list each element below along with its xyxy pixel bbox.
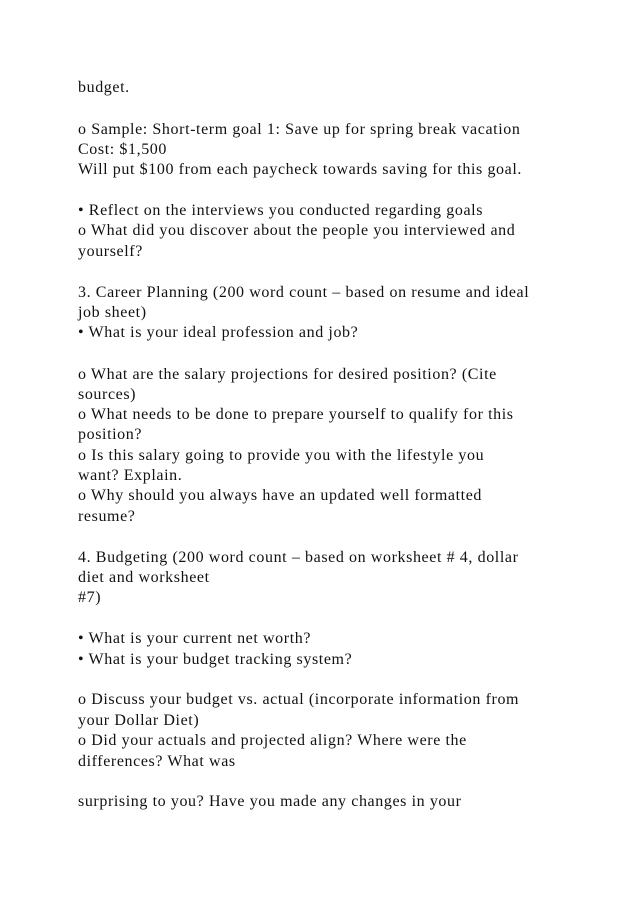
text-line: surprising to you? Have you made any changes in your	[78, 793, 462, 810]
text-line: • What is your budget tracking system?	[78, 651, 353, 668]
text-line: 4. Budgeting (200 word count – based on worksheet # 4, dollar	[78, 549, 519, 566]
text-line: • Reflect on the interviews you conducted regarding goals	[78, 202, 484, 219]
text-line: o Why should you always have an updated well formatted	[78, 487, 483, 504]
text-line: position?	[78, 426, 143, 443]
text-line: o What are the salary projections for desired position? (Cite	[78, 366, 497, 383]
text-line: o Sample: Short-term goal 1: Save up for spring break vacation	[78, 121, 521, 138]
text-line: o What did you discover about the people you interviewed and	[78, 222, 516, 239]
text-line: diet and worksheet	[78, 569, 210, 586]
text-line: sources)	[78, 386, 137, 403]
text-line: • What is your ideal profession and job?	[78, 324, 359, 341]
text-line: yourself?	[78, 243, 143, 260]
text-line: o What needs to be done to prepare yourself to qualify for this	[78, 406, 514, 423]
text-line: • What is your current net worth?	[78, 630, 312, 647]
text-line: resume?	[78, 508, 136, 525]
text-line: job sheet)	[78, 304, 147, 321]
text-line: Cost: $1,500	[78, 141, 167, 158]
text-line: want? Explain.	[78, 467, 183, 484]
text-line: o Discuss your budget vs. actual (incorporate information from	[78, 691, 520, 708]
text-line: o Is this salary going to provide you with the lifestyle you	[78, 447, 485, 464]
text-line: budget.	[78, 79, 130, 96]
text-line: differences? What was	[78, 753, 236, 770]
text-line: 3. Career Planning (200 word count – based on resume and ideal	[78, 284, 530, 301]
text-line: o Did your actuals and projected align? Where were the	[78, 732, 467, 749]
text-line: your Dollar Diet)	[78, 712, 200, 729]
text-line: Will put $100 from each paycheck towards saving for this goal.	[78, 161, 523, 178]
text-line: #7)	[78, 589, 102, 606]
